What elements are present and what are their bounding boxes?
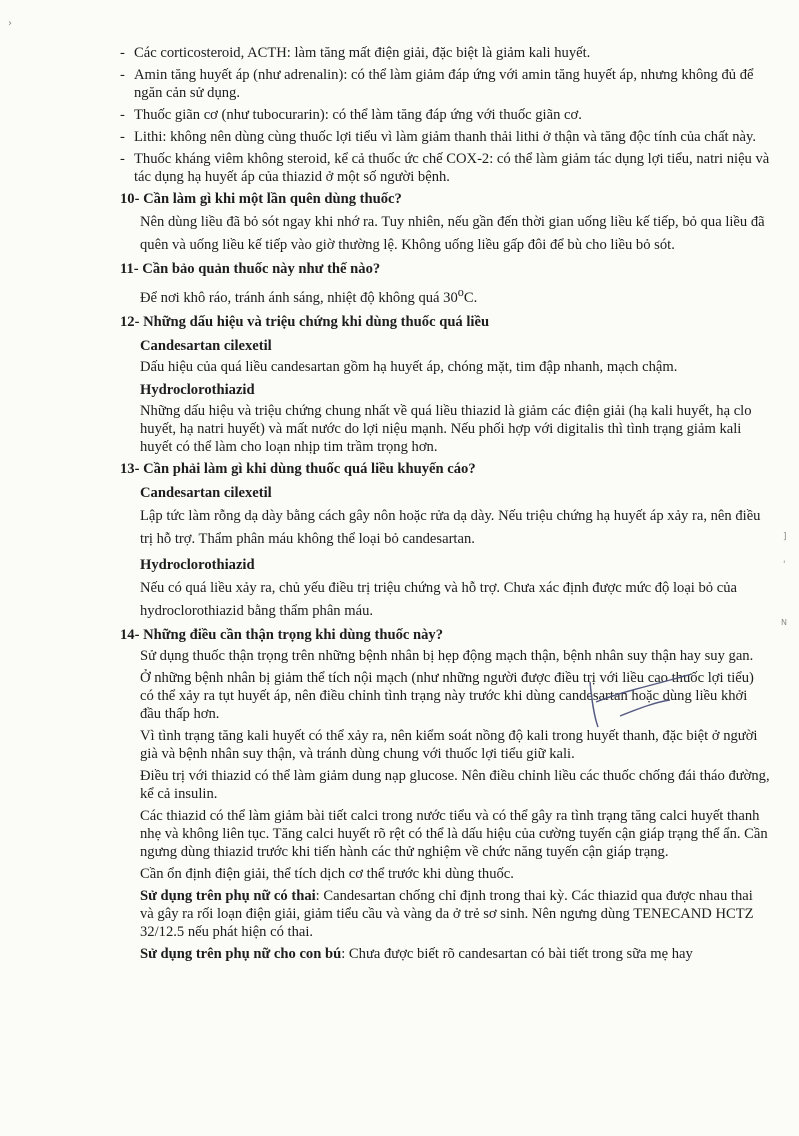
dash-marker: - xyxy=(120,107,125,123)
precaution-paragraph: Ở những bệnh nhân bị giảm thể tích nội mạch (như những người được điều trị với liều cao thuốc lợi tiểu) có thể xảy ra tụt huyết áp, nên điều chỉnh tình trạng này trước khi dùng candesartan hoặc dùng liều khởi đầu thấp hơn. xyxy=(140,669,754,722)
section-heading-precautions: 14- Những điều cần thận trọng khi dùng thuốc này? xyxy=(120,626,444,643)
document-page xyxy=(120,44,770,967)
list-item xyxy=(120,66,770,102)
list-item-text: Thuốc giãn cơ (như tubocurarin): có thể làm tăng đáp ứng với thuốc giãn cơ. xyxy=(134,107,582,123)
list-item xyxy=(120,44,770,62)
missed-dose-text: Nên dùng liều đã bỏ sót ngay khi nhớ ra. Tuy nhiên, nếu gần đến thời gian uống liều kế tiếp, bỏ qua liều đã quên và uống liều kế tiếp vào giờ thường lệ. Không uống liều gấp đôi để bù cho liều bỏ sót. xyxy=(140,214,765,253)
subheading-candesartan: Candesartan cilexetil xyxy=(140,337,272,354)
storage-text-main: Để nơi khô ráo, tránh ánh sáng, nhiệt độ không quá 30 xyxy=(140,289,458,306)
precaution-paragraph: Điều trị với thiazid có thể làm giảm dung nạp glucose. Nên điều chỉnh liều các thuốc chống đái tháo đường, kể cả insulin. xyxy=(140,767,770,802)
breastfeeding-text: : Chưa được biết rõ candesartan có bài tiết trong sữa mẹ hay xyxy=(341,945,693,962)
list-item xyxy=(120,128,770,146)
subheading-candesartan: Candesartan cilexetil xyxy=(140,484,272,501)
edge-mark: N xyxy=(781,618,787,627)
list-item-text: Lithi: không nên dùng cùng thuốc lợi tiểu vì làm giảm thanh thải lithi ở thận và tăng độc tính của chất này. xyxy=(134,129,757,145)
subheading-hydroclorothiazid: Hydroclorothiazid xyxy=(140,556,255,573)
scan-speck-mark: › xyxy=(8,18,12,29)
pregnancy-lead: Sử dụng trên phụ nữ có thai xyxy=(140,887,316,904)
precaution-paragraph: Vì tình trạng tăng kali huyết có thể xảy ra, nên kiểm soát nồng độ kali trong huyết thanh, đặc biệt ở người già và bệnh nhân suy thận, và tránh dùng chung với thuốc lợi tiểu giữ kali. xyxy=(140,727,758,762)
storage-text-unit: C. xyxy=(463,289,478,306)
pregnancy-text: : Candesartan chống chỉ định trong thai kỳ. Các thiazid qua được nhau thai và gây ra rối loạn điện giải, giảm tiểu cầu và vàng da ở trẻ sơ sinh. Nên ngưng dùng TENECAND HCTZ 32/12.5 nếu phát hiện có thai. xyxy=(140,887,754,940)
handwritten-signature xyxy=(560,672,710,732)
dash-marker: - xyxy=(120,129,125,145)
degree-superscript: o xyxy=(457,285,464,299)
edge-mark: ' xyxy=(783,560,786,570)
section-heading-storage: 11- Cần bảo quản thuốc này như thế nào? xyxy=(120,261,381,277)
precaution-paragraph: Cần ổn định điện giải, thể tích dịch cơ thể trước khi dùng thuốc. xyxy=(140,865,514,882)
section-heading-overdose-action: 13- Cần phải làm gì khi dùng thuốc quá liều khuyến cáo? xyxy=(120,460,476,477)
section-heading-overdose-signs: 12- Những dấu hiệu và triệu chứng khi dùng thuốc quá liều xyxy=(120,313,490,330)
dash-marker: - xyxy=(120,151,125,167)
list-item-text: Các corticosteroid, ACTH: làm tăng mất điện giải, đặc biệt là giảm kali huyết. xyxy=(134,45,591,61)
list-item-text: Thuốc kháng viêm không steroid, kể cả thuốc ức chế COX-2: có thể làm giảm tác dụng lợi tiểu, natri niệu và tác dụng hạ huyết áp của thiazid ở một số người bệnh. xyxy=(134,151,770,185)
dash-marker: - xyxy=(120,45,125,61)
precaution-paragraph: Các thiazid có thể làm giảm bài tiết calci trong nước tiểu và có thể gây ra tình trạng tăng calci huyết thanh nhẹ và không liên tục. Tăng calci huyết rõ rệt có thể là dấu hiệu của cường tuyến cận giáp trạng thể ẩn. Cần ngưng dùng thiazid trước khi tiến hành các thử nghiệm về chức năng tuyến cận giáp trạng. xyxy=(140,807,768,860)
overdose-signs-candesartan: Dấu hiệu của quá liều candesartan gồm hạ huyết áp, chóng mặt, tim đập nhanh, mạch chậm. xyxy=(140,358,678,375)
subheading-hydroclorothiazid: Hydroclorothiazid xyxy=(140,381,255,398)
overdose-action-hydroclorothiazid: Nếu có quá liều xảy ra, chủ yếu điều trị triệu chứng và hỗ trợ. Chưa xác định được mức độ loại bỏ của hydroclorothiazid bằng thẩm phân máu. xyxy=(140,579,737,619)
overdose-signs-hydroclorothiazid: Những dấu hiệu và triệu chứng chung nhất về quá liều thiazid là giảm các điện giải (hạ kali huyết, hạ clo huyết, hạ natri huyết) và mất nước do lợi niệu mạnh. Nếu phối hợp với digitalis thì tình trạng giảm kali huyết có thể làm cho loạn nhịp tim trầm trọng hơn. xyxy=(140,402,752,455)
drug-interaction-list xyxy=(120,44,770,186)
list-item-text: Amin tăng huyết áp (như adrenalin): có thể làm giảm đáp ứng với amin tăng huyết áp, nhưng không đủ để ngăn cản sử dụng. xyxy=(134,67,754,101)
precaution-paragraph: Sử dụng thuốc thận trọng trên những bệnh nhân bị hẹp động mạch thận, bệnh nhân suy thận hay suy gan. xyxy=(140,647,754,664)
section-heading-missed-dose: 10- Cần làm gì khi một lần quên dùng thuốc? xyxy=(120,191,402,207)
edge-mark: ] xyxy=(783,532,787,542)
breastfeeding-lead: Sử dụng trên phụ nữ cho con bú xyxy=(140,945,342,962)
breastfeeding-paragraph xyxy=(140,945,770,963)
list-item xyxy=(120,150,770,186)
dash-marker: - xyxy=(120,67,125,83)
overdose-action-candesartan: Lập tức làm rỗng dạ dày bằng cách gây nôn hoặc rửa dạ dày. Nếu triệu chứng hạ huyết áp xảy ra, nên điều trị hỗ trợ. Thẩm phân máu không thể loại bỏ candesartan. xyxy=(140,507,761,547)
list-item xyxy=(120,106,770,124)
pregnancy-paragraph xyxy=(140,887,770,941)
storage-text xyxy=(140,281,770,310)
